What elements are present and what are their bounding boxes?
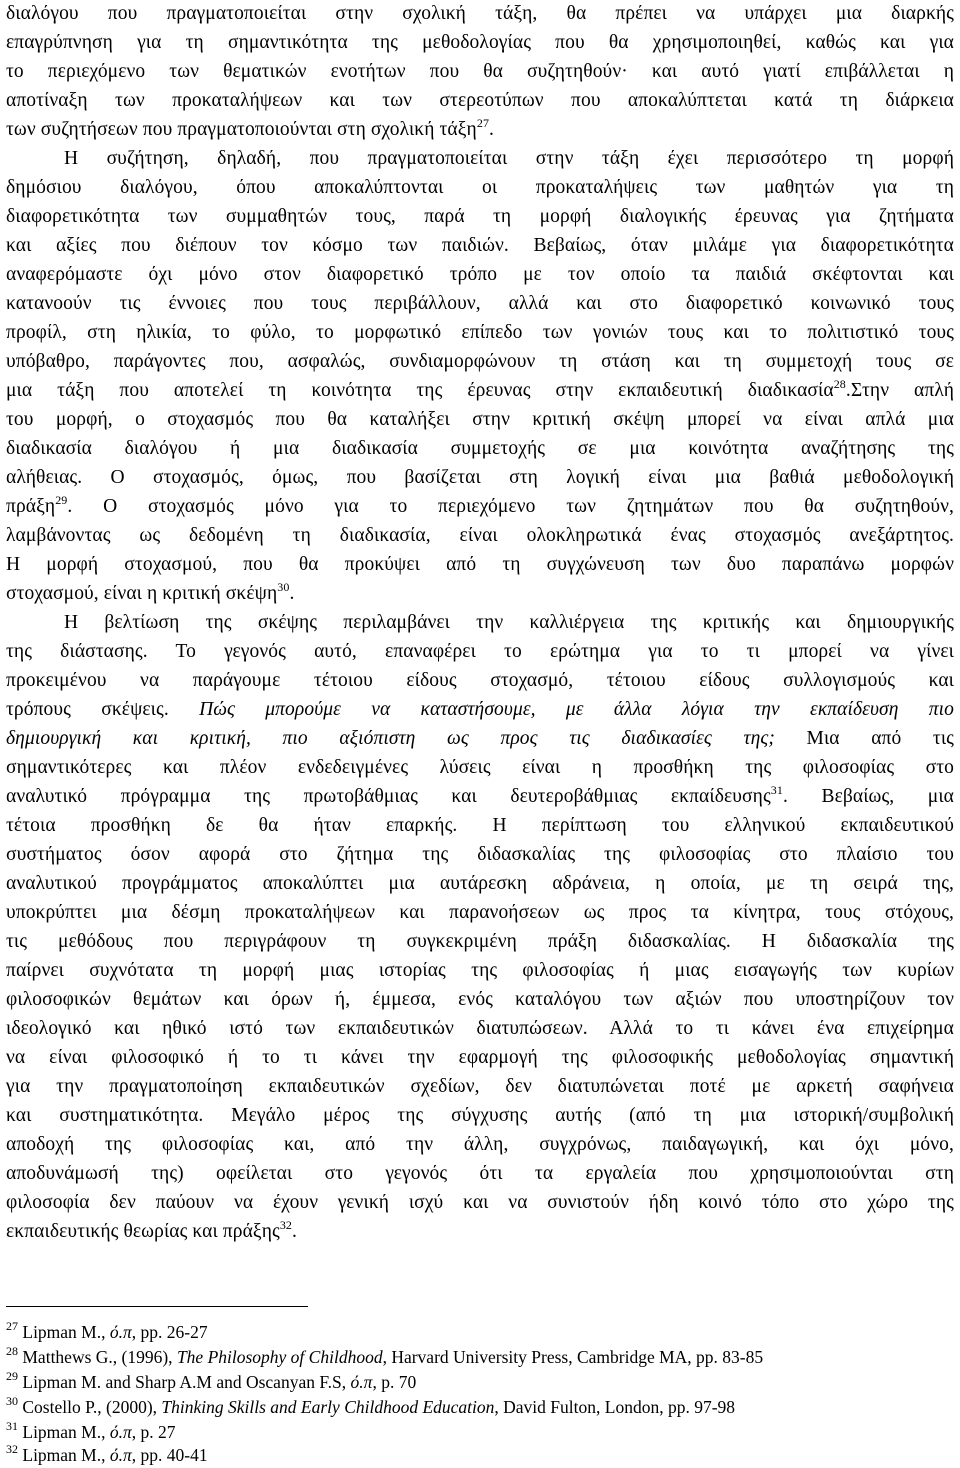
footnote [6, 1345, 954, 1369]
text-line: υπόβαθρο, παράγοντες που, ασφαλώς, συνδιαμορφώνουν τη στάση και τη συμμετοχή τους σε [6, 351, 954, 372]
footnote-text: Lipman M., [22, 1422, 110, 1442]
text-line: φιλοσοφία δεν παύουν να έχουν γενική ισχύ και να συνιστούν ήδη κοινό τόπο στο χώρο της [6, 1192, 954, 1213]
text-line [6, 116, 954, 144]
text-line [6, 493, 954, 521]
footnote-text: Lipman M., [22, 1322, 110, 1342]
text-line [6, 377, 954, 405]
text-line: Η μορφή στοχασμού, που θα προκύψει από τη συγχώνευση των δυο παραπάνω μορφών [6, 554, 954, 575]
text-line: δημόσιου διαλόγου, όπου αποκαλύπτονται οι προκαταλήψεις των μαθητών για τη [6, 177, 954, 198]
text-line: και συστηματικότητα. Μεγάλο μέρος της σύγχυσης αυτής (από τη μια ιστορική/συμβολική [6, 1105, 954, 1126]
footnote [6, 1395, 954, 1419]
text-span: τρόπους σκέψεις. [6, 699, 200, 720]
footnote-number: 29 [6, 1369, 18, 1383]
text-line: διαφορετικότητα των συμμαθητών τους, παρά τη μορφή διαλογικής έρευνας για ζητήματα [6, 206, 954, 227]
text-line: φιλοσοφικών θεμάτων και όρων ή, έμμεσα, ενός καταλόγου των αξιών που υποστηρίζουν τον [6, 989, 954, 1010]
text-line [6, 725, 954, 753]
text-line [6, 580, 954, 608]
text-line: τέτοια προσθήκη δε θα ήταν επαρκής. Η περίπτωση του ελληνικού εκπαιδευτικού [6, 815, 954, 836]
footnote-ref: 27 [476, 116, 490, 130]
footnote-number: 28 [6, 1344, 18, 1358]
text-line: αποδυνάμωσή της) οφείλεται στο γεγονός ότι τα εργαλεία που χρησιμοποιούνται στη [6, 1163, 954, 1184]
text-span: . Βεβαίως, μια [782, 786, 954, 807]
text-span: στοχασμού, είναι η κριτική σκέψη [6, 583, 278, 604]
text-line: αποτίναξη των προκαταλήψεων και των στερεοτύπων που αποκαλύπτεται κατά τη διάρκεια [6, 90, 954, 111]
footnote-number: 30 [6, 1394, 18, 1408]
text-line: προκειμένου να παράγουμε τέτοιου είδους στοχασμό, τέτοιου είδους συλλογισμούς και [6, 670, 954, 691]
text-span: των συζητήσεων που πραγματοποιούνται στη σχολική τάξη [6, 119, 477, 140]
text-line: σημαντικότερες και πλέον ενδεδειγμένες λύσεις είναι η προσθήκη της φιλοσοφίας στο [6, 757, 954, 778]
text-line: προφίλ, στη ηλικία, το φύλο, το μορφωτικό επίπεδο των γονιών τους και το πολιτιστικό τους [6, 322, 954, 343]
footnote-text: , p. 70 [372, 1372, 417, 1392]
text-line: τις μεθόδους που περιγράφουν τη συγκεκριμένη πράξη διδασκαλίας. Η διδασκαλία της [6, 931, 954, 952]
text-line: αποδοχή της φιλοσοφίας και, από την άλλη, συγχρόνως, παιδαγωγική, και όχι μόνο, [6, 1134, 954, 1155]
text-span: .Στην απλή [845, 380, 954, 401]
footnote-italic: The Philosophy of Childhood [176, 1347, 383, 1367]
footnote-italic: ό.π [109, 1445, 132, 1465]
footnote [6, 1443, 954, 1467]
text-line: παίρνει συχνότατα τη μορφή μιας ιστορίας της φιλοσοφίας ή μιας εισαγωγής των κυρίων [6, 960, 954, 981]
text-line: υποκρύπτει μια δέσμη προκαταλήψεων και παρανοήσεων ως προς τα κίνητρα, τους στόχους, [6, 902, 954, 923]
text-line: επαγρύπνηση για τη σημαντικότητα της μεθοδολογίας που θα χρησιμοποιηθεί, καθώς και για [6, 32, 954, 53]
italic-question: Πώς μπορούμε να καταστήσουμε, με άλλα λόγια την εκπαίδευση πιο [199, 699, 954, 720]
footnote-ref: 31 [770, 783, 783, 797]
footnote-number: 32 [6, 1442, 18, 1456]
footnote-ref: 29 [55, 493, 68, 507]
text-line: κατανοούν τις έννοιες που τους περιβάλλουν, αλλά και στο διαφορετικό κοινωνικό τους [6, 293, 954, 314]
footnote-number: 27 [6, 1319, 18, 1333]
text-line: ιδεολογικό και ηθικό ιστό των εκπαιδευτικών διατυπώσεων. Αλλά το τι κάνει ένα επιχείρημα [6, 1018, 954, 1039]
text-span: πράξη [6, 496, 56, 517]
footnote-text: Matthews G., (1996), [22, 1347, 177, 1367]
footnote-text: Costello P., (2000), [22, 1397, 162, 1417]
footnote [6, 1370, 954, 1394]
footnote-ref: 30 [277, 580, 290, 594]
footnote-italic: ό.π [350, 1372, 373, 1392]
text-line [6, 783, 954, 811]
text-span: . [292, 1221, 297, 1242]
text-line: αλήθειας. Ο στοχασμός, όμως, που βασίζεται στη λογική είναι μια βαθιά μεθοδολογική [6, 467, 954, 488]
footnote-number: 31 [6, 1419, 18, 1433]
text-span: Μια από τις [774, 728, 954, 749]
text-line: διαλόγου που πραγματοποιείται στην σχολική τάξη, θα πρέπει να υπάρχει μια διαρκής [6, 3, 954, 24]
text-line: του μορφή, ο στοχασμός που θα καταλήξει στην κριτική σκέψη μπορεί να είναι απλά μια [6, 409, 954, 430]
footnote-text: , pp. 26-27 [131, 1322, 208, 1342]
footnote-italic: ό.π [109, 1322, 132, 1342]
footnote-separator [6, 1306, 308, 1307]
text-line: το περιεχόμενο των θεματικών ενοτήτων που θα συζητηθούν· και αυτό γιατί επιβάλλεται η [6, 61, 954, 82]
text-line [6, 696, 954, 724]
text-span: . [489, 119, 495, 140]
text-span: εκπαιδευτικής θεωρίας και πράξης [6, 1221, 280, 1242]
text-span: αναλυτικό πρόγραμμα της πρωτοβάθμιας και δευτεροβάθμιας εκπαίδευσης [6, 786, 771, 807]
italic-question: δημιουργική και κριτική, πιο αξιόπιστη ως προς τις διαδικασίες της; [6, 728, 775, 749]
text-line: και αξίες που διέπουν τον κόσμο των παιδιών. Βεβαίως, όταν μιλάμε για διαφορετικότητα [6, 235, 954, 256]
footnote-text: , Harvard University Press, Cambridge MA, pp. 83-85 [382, 1347, 764, 1367]
text-line: Η βελτίωση της σκέψης περιλαμβάνει την καλλιέργεια της κριτικής και δημιουργικής [64, 612, 954, 633]
footnote-ref: 28 [833, 377, 846, 391]
text-span: . [289, 583, 295, 604]
footnote-text: Lipman M. and Sharp A.M and Oscanyan F.S, [22, 1372, 351, 1392]
text-line: αναλυτικού προγράμματος αποκαλύπτει μια αυτάρεσκη αδράνεια, η οποία, με τη σειρά της, [6, 873, 954, 894]
text-line: της διάστασης. Το γεγονός αυτό, επαναφέρει το ερώτημα για το τι μπορεί να γίνει [6, 641, 954, 662]
text-line: συστήματος όσον αφορά στο ζήτημα της διδασκαλίας της φιλοσοφίας στο πλαίσιο του [6, 844, 954, 865]
footnote [6, 1320, 954, 1344]
footnote-text: Lipman M., [22, 1445, 110, 1465]
text-line: Η συζήτηση, δηλαδή, που πραγματοποιείται στην τάξη έχει περισσότερο τη μορφή [64, 148, 954, 169]
text-line: να είναι φιλοσοφικό ή το τι κάνει την εφαρμογή της φιλοσοφικής μεθοδολογίας σημαντική [6, 1047, 954, 1068]
footnote-ref: 32 [279, 1218, 293, 1232]
text-line: λαμβάνοντας ως δεδομένη τη διαδικασία, είναι ολοκληρωτικά ένας στοχασμός ανεξάρτητος. [6, 525, 954, 546]
footnote-italic: ό.π [109, 1422, 132, 1442]
footnote-text: , p. 27 [131, 1422, 176, 1442]
text-span: . Ο στοχασμός μόνο για το περιεχόμενο των ζητημάτων που θα συζητηθούν, [67, 496, 954, 517]
text-line: διαδικασία διαλόγου ή μια διαδικασία συμμετοχής σε μια κοινότητα αναζήτησης της [6, 438, 954, 459]
footnote [6, 1420, 954, 1444]
footnote-text: , pp. 40-41 [131, 1445, 208, 1465]
footnote-italic: Thinking Skills and Early Childhood Education [161, 1397, 495, 1417]
text-line [6, 1218, 954, 1246]
text-line: για την πραγματοποίηση εκπαιδευτικών σχεδίων, δεν διατυπώνεται ποτέ με αρκετή σαφήνεια [6, 1076, 954, 1097]
text-line: αναφερόμαστε όχι μόνο στον διαφορετικό τρόπο με τον οποίο τα παιδιά σκέφτονται και [6, 264, 954, 285]
footnote-text: , David Fulton, London, pp. 97-98 [494, 1397, 736, 1417]
text-span: μια τάξη που αποτελεί τη κοινότητα της έρευνας στην εκπαιδευτική διαδικασία [6, 380, 834, 401]
